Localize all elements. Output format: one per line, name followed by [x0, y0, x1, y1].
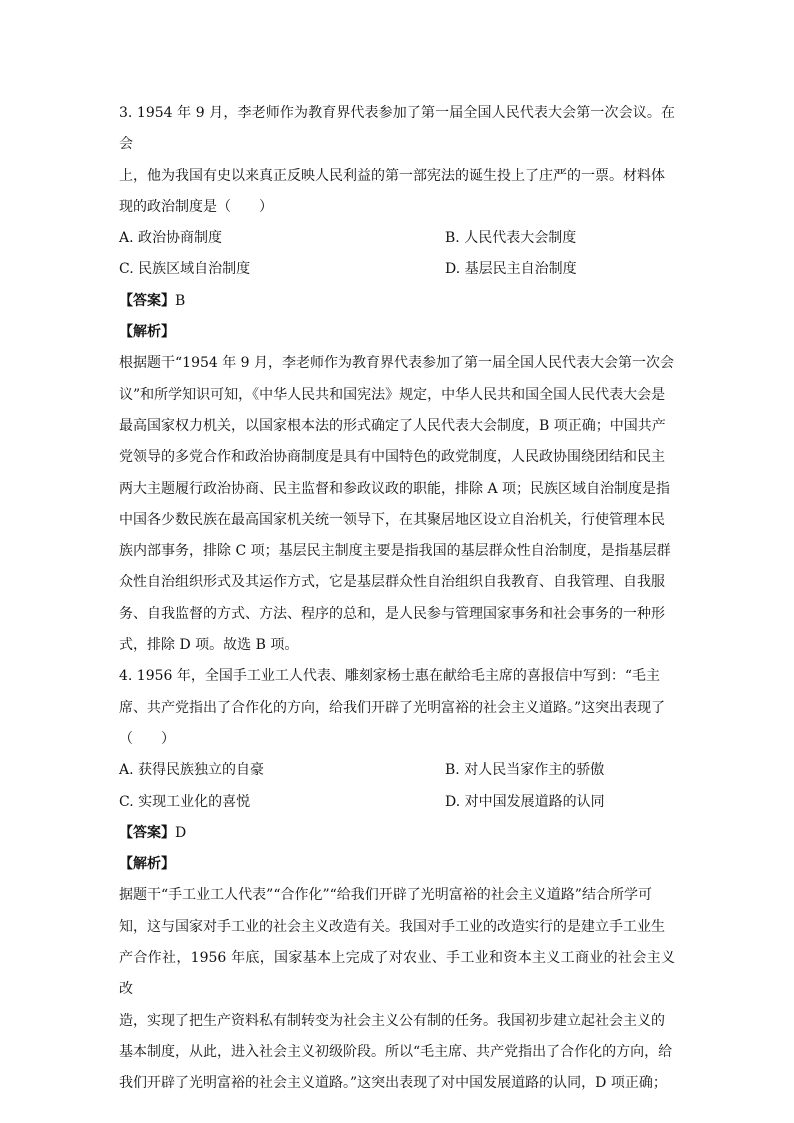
option-c: C. 民族区域自治制度: [119, 261, 251, 278]
analysis-line: 中国各少数民族在最高国家机关统一领导下，在其聚居地区设立自治机关，行使管理本民: [119, 511, 665, 528]
question-stem-line: 4. 1956 年，全国手工业工人代表、雕刻家杨士惠在献给毛主席的喜报信中写到：“毛主: [119, 668, 661, 685]
analysis-line: 最高国家权力机关，以国家根本法的形式确定了人民代表大会制度，B 项正确；中国共产: [119, 417, 666, 434]
options-grid: [119, 755, 675, 818]
analysis-line: 两大主题履行政治协商、民主监督和参政议政的职能，排除 A 项；民族区域自治制度是指: [119, 480, 671, 497]
answer-value: D: [175, 824, 187, 841]
document-content: [119, 98, 675, 1100]
option-a: A. 政治协商制度: [119, 230, 223, 247]
analysis-line: 务、自我监督的方式、方法、程序的总和，是人民参与管理国家事务和社会事务的一种形: [119, 605, 665, 622]
answer-line: [119, 818, 675, 849]
option-b: B. 人民代表大会制度: [445, 230, 577, 247]
analysis-label: 【解析】: [119, 856, 175, 873]
analysis-line: 式，排除 D 项。故选 B 项。: [119, 637, 299, 654]
option-d: D. 基层民主自治制度: [445, 261, 577, 278]
answer-line: [119, 286, 675, 317]
answer-label: 【答案】: [119, 292, 175, 309]
analysis-line: 知，这与国家对手工业的社会主义改造有关。我国对手工业的改造实行的是建立手工业生: [119, 918, 665, 935]
question-4: [119, 661, 675, 1099]
analysis-line: 我们开辟了光明富裕的社会主义道路。”这突出表现了对中国发展道路的认同，D 项正确；: [119, 1075, 667, 1092]
answer-value: B: [175, 292, 186, 309]
question-stem-line: 现的政治制度是（ ）: [119, 198, 273, 215]
analysis-line: 产合作社，1956 年底，国家基本上完成了对农业、手工业和资本主义工商业的社会主义改: [119, 950, 675, 998]
analysis-line: 族内部事务，排除 C 项；基层民主制度主要是指我国的基层群众性自治制度，是指基层群: [119, 543, 671, 560]
option-a: A. 获得民族独立的自豪: [119, 762, 265, 779]
option-d: D. 对中国发展道路的认同: [445, 793, 605, 810]
analysis-line: 议”和所学知识可知，《中华人民共和国宪法》规定，中华人民共和国全国人民代表大会是: [119, 386, 666, 403]
options-grid: [119, 223, 675, 286]
analysis-line: 基本制度，从此，进入社会主义初级阶段。所以“毛主席、共产党指出了合作化的方向，给: [119, 1043, 673, 1060]
analysis-label: 【解析】: [119, 324, 175, 341]
option-b: B. 对人民当家作主的骄傲: [445, 762, 605, 779]
analysis-line: 造，实现了把生产资料私有制转变为社会主义公有制的任务。我国初步建立起社会主义的: [119, 1012, 665, 1029]
question-stem-line: 上，他为我国有史以来真正反映人民利益的第一部宪法的诞生投上了庄严的一票。材料体: [119, 167, 665, 184]
question-3: [119, 98, 675, 661]
analysis-line: 党领导的多党合作和政治协商制度是具有中国特色的政党制度，人民政协围绕团结和民主: [119, 449, 665, 466]
question-stem-line: 3. 1954 年 9 月，李老师作为教育界代表参加了第一届全国人民代表大会第一次会议。在会: [119, 105, 675, 153]
analysis-line: 根据题干“1954 年 9 月，李老师作为教育界代表参加了第一届全国人民代表大会第一次会: [119, 355, 675, 372]
question-stem-line: （ ）: [119, 730, 175, 747]
answer-label: 【答案】: [119, 824, 175, 841]
option-c: C. 实现工业化的喜悦: [119, 793, 251, 810]
analysis-line: 众性自治组织形式及其运作方式，它是基层群众性自治组织自我教育、自我管理、自我服: [119, 574, 665, 591]
analysis-line: 据题干“手工业工人代表”“合作化”“给我们开辟了光明富裕的社会主义道路”结合所学可: [119, 887, 652, 904]
question-stem-line: 席、共产党指出了合作化的方向，给我们开辟了光明富裕的社会主义道路。”这突出表现了: [119, 699, 666, 716]
